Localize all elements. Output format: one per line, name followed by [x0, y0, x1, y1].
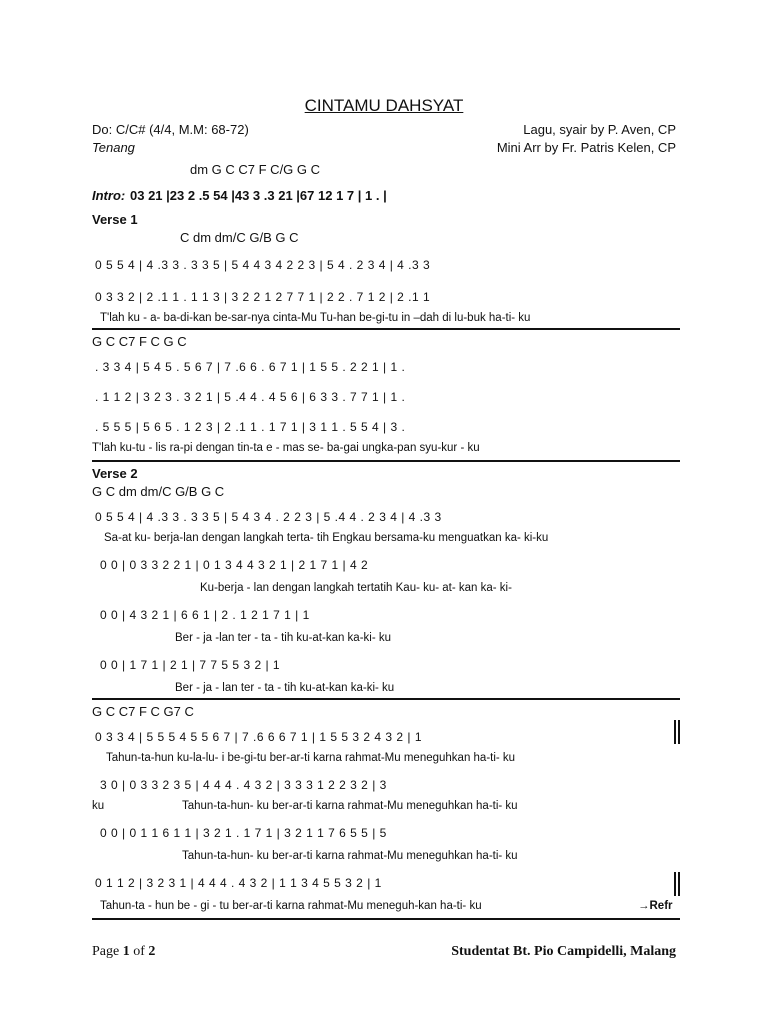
verse1-harmony-1: 0 3 3 2 | 2 .1 1 . 1 1 3 | 3 2 2 1 2 7 7 1 | 2 2 . 7 1 2 | 2 .1 1: [95, 290, 431, 304]
page-title: CINTAMU DAHSYAT: [304, 96, 464, 115]
verse1-label: Verse 1: [92, 212, 138, 227]
footer-credit: Studentat Bt. Pio Campidelli, Malang: [451, 944, 676, 959]
final-barline: [678, 872, 680, 896]
final-barline: [674, 720, 676, 744]
page-number: 1: [122, 944, 130, 959]
refrain-voice-3: 0 0 | 0 1 1 6 1 1 | 3 2 1 . 1 7 1 | 3 2 1 1 7 6 5 5 | 5: [100, 826, 387, 840]
verse2-lyric-4: Ber - ja - lan ter - ta - tih ku-at-kan ka-ki- ku: [175, 682, 395, 694]
staff-divider: [92, 918, 680, 920]
arranger-credit: Mini Arr by Fr. Patris Kelen, CP: [496, 140, 676, 155]
verse1-lyric-2: T'lah ku-tu - lis ra-pi dengan tin-ta e - mas se- ba-gai ungka-pan syu-kur - ku: [92, 442, 480, 454]
page-indicator: [92, 944, 155, 960]
verse1-melody-2: . 3 3 4 | 5 4 5 . 5 6 7 | 7 .6 6 . 6 7 1 | 1 5 5 . 2 2 1 | 1 .: [95, 360, 406, 374]
refrain-lyric-3: Tahun-ta-hun- ku ber-ar-ti karna rahmat-Mu meneguhkan ha-ti- ku: [182, 850, 518, 862]
verse1-bass-2: . 5 5 5 | 5 6 5 . 1 2 3 | 2 .1 1 . 1 7 1 | 3 1 1 . 5 5 4 | 3 .: [95, 420, 406, 434]
verse2-lyric-2: Ku-berja - lan dengan langkah tertatih Kau- ku- at- kan ka- ki-: [200, 582, 512, 594]
refrain-jump-link[interactable]: →Refr: [638, 900, 673, 912]
verse1-chords-2: G C C7 F C G C: [92, 334, 187, 349]
tempo-marking: Tenang: [92, 140, 135, 155]
refrain-lyric-2-start: ku: [92, 800, 105, 812]
verse2-voice-3: 0 0 | 4 3 2 1 | 6 6 1 | 2 . 1 2 1 7 1 | 1: [100, 608, 310, 622]
refrain-voice-2: 3 0 | 0 3 3 2 3 5 | 4 4 4 . 4 3 2 | 3 3 3 1 2 2 3 2 | 3: [100, 778, 387, 792]
composer-credit: Lagu, syair by P. Aven, CP: [523, 122, 676, 137]
staff-divider: [92, 460, 680, 462]
intro-chords: dm G C C7 F C/G G C: [190, 162, 321, 177]
verse1-melody-1: 0 5 5 4 | 4 .3 3 . 3 3 5 | 5 4 4 3 4 2 2 3 | 5 4 . 2 3 4 | 4 .3 3: [95, 258, 431, 272]
final-barline: [674, 872, 676, 896]
verse1-lyric-1: T'lah ku - a- ba-di-kan be-sar-nya cinta-Mu Tu-han be-gi-tu in –dah di lu-buk ha-ti- ku: [100, 312, 531, 324]
intro-notes: 03 21 |23 2 .5 54 |43 3 .3 21 |67 12 1 7 | 1 . |: [130, 188, 387, 203]
verse2-label: Verse 2: [92, 466, 138, 481]
refrain-lyric-2: Tahun-ta-hun- ku ber-ar-ti karna rahmat-Mu meneguhkan ha-ti- ku: [182, 800, 518, 812]
intro-label: Intro:: [92, 188, 126, 203]
key-info: Do: C/C# (4/4, M.M: 68-72): [92, 122, 249, 137]
page-total: 2: [148, 944, 156, 959]
staff-divider: [92, 698, 680, 700]
staff-divider: [92, 328, 680, 330]
page-prefix: Page: [92, 944, 120, 959]
page-of: of: [133, 944, 145, 959]
refrain-lyric-4: Tahun-ta - hun be - gi - tu ber-ar-ti karna rahmat-Mu meneguh-kan ha-ti- ku: [100, 900, 482, 912]
verse2-melody: 0 5 5 4 | 4 .3 3 . 3 3 5 | 5 4 3 4 . 2 2 3 | 5 .4 4 . 2 3 4 | 4 .3 3: [95, 510, 442, 524]
verse2-lyric-3: Ber - ja -lan ter - ta - tih ku-at-kan ka-ki- ku: [175, 632, 392, 644]
verse1-harmony-2: . 1 1 2 | 3 2 3 . 3 2 1 | 5 .4 4 . 4 5 6 | 6 3 3 . 7 7 1 | 1 .: [95, 390, 406, 404]
verse2-lyric-1: Sa-at ku- berja-lan dengan langkah terta- tih Engkau bersama-ku menguatkan ka- ki-ku: [104, 532, 549, 544]
refrain-melody: 0 3 3 4 | 5 5 5 4 5 5 6 7 | 7 .6 6 6 7 1 | 1 5 5 3 2 4 3 2 | 1: [95, 730, 423, 744]
refrain-lyric-1: Tahun-ta-hun ku-la-lu- i be-gi-tu ber-ar-ti karna rahmat-Mu meneguhkan ha-ti- ku: [106, 752, 516, 764]
verse1-chords-1: C dm dm/C G/B G C: [180, 230, 299, 245]
final-barline: [678, 720, 680, 744]
refrain-voice-4: 0 1 1 2 | 3 2 3 1 | 4 4 4 . 4 3 2 | 1 1 3 4 5 5 3 2 | 1: [95, 876, 382, 890]
verse2-voice-4: 0 0 | 1 7 1 | 2 1 | 7 7 5 5 3 2 | 1: [100, 658, 281, 672]
verse2-chords: G C dm dm/C G/B G C: [92, 484, 225, 499]
refrain-chords: G C C7 F C G7 C: [92, 704, 194, 719]
verse2-voice-2: 0 0 | 0 3 3 2 2 1 | 0 1 3 4 4 3 2 1 | 2 1 7 1 | 4 2: [100, 558, 369, 572]
